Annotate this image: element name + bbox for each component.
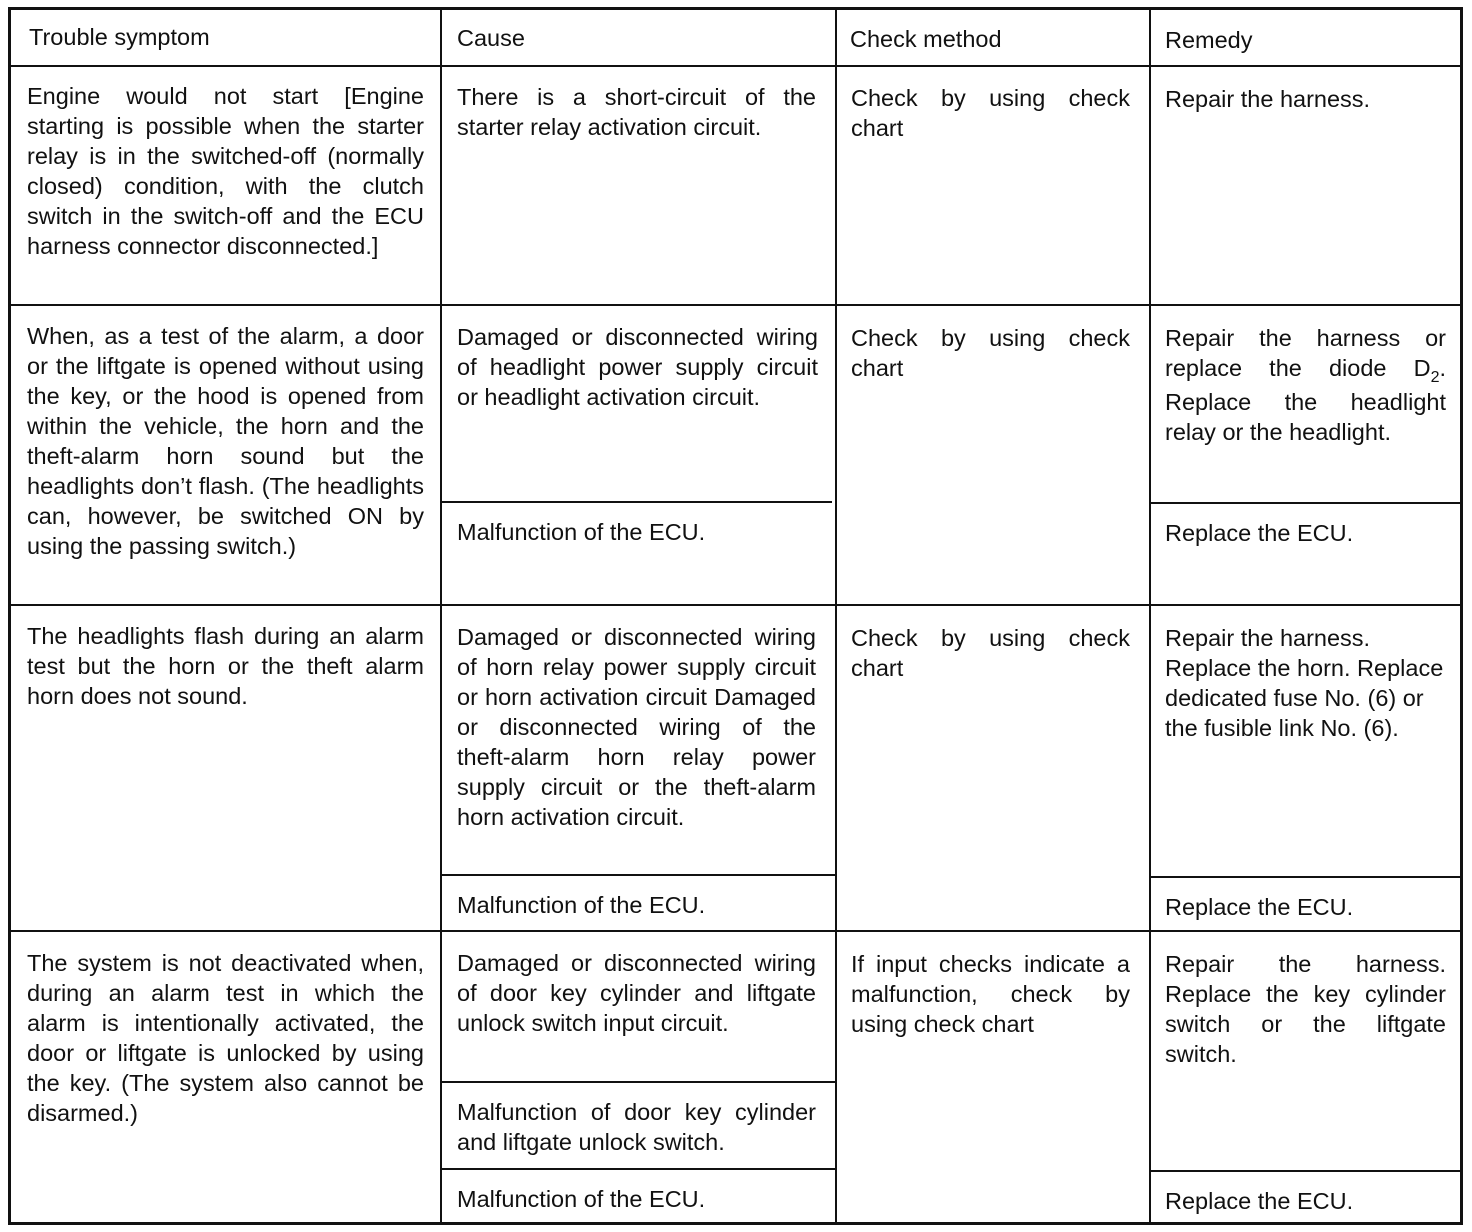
row-4-check-method: If input checks indicate a malfunction, check by using check chart bbox=[851, 951, 1130, 1037]
sub-row-divider bbox=[442, 1168, 835, 1170]
header-trouble-symptom: Trouble symptom bbox=[29, 24, 210, 50]
row-4-cause-1: Damaged or disconnected wiring of door key cylinder and liftgate unlock switch input circuit. bbox=[457, 950, 816, 1036]
sub-row-divider bbox=[1151, 502, 1460, 504]
row-2-cause-1: Damaged or disconnected wiring of headlight power supply circuit or headlight activation circuit. bbox=[457, 324, 818, 410]
row-divider bbox=[11, 65, 1460, 67]
sub-row-divider bbox=[1151, 1170, 1460, 1172]
row-3-symptom: The headlights flash during an alarm test but the horn or the theft alarm horn does not sound. bbox=[27, 623, 424, 709]
row-4-cause-3: Malfunction of the ECU. bbox=[457, 1186, 706, 1212]
row-4-symptom: The system is not deactivated when, during an alarm test in which the alarm is intentionally activated, the door or liftgate is unlocked by using the key. (The system also cannot be disarmed.) bbox=[27, 950, 424, 1126]
troubleshooting-table bbox=[8, 7, 1463, 1225]
sub-row-divider bbox=[442, 501, 832, 503]
row-4-remedy-2: Replace the ECU. bbox=[1165, 1188, 1354, 1214]
row-3-cause-2: Malfunction of the ECU. bbox=[457, 892, 706, 918]
row-1-symptom: Engine would not start [Engine starting is possible when the starter relay is in the switched-off (normally closed) condition, with the clutch switch in the switch-off and the ECU harness connector disconnected.] bbox=[27, 83, 424, 259]
row-1-remedy: Repair the harness. bbox=[1165, 86, 1371, 112]
column-divider bbox=[1149, 10, 1151, 1222]
sub-row-divider bbox=[1151, 876, 1460, 878]
row-2-remedy-2: Replace the ECU. bbox=[1165, 520, 1354, 546]
row-1-check-method: Check by using check chart bbox=[851, 85, 1130, 141]
row-3-cause-1: Damaged or disconnected wiring of horn relay power supply circuit or horn activation circuit Damaged or disconnected wiring of the theft-alarm horn relay power supply circuit or the theft-alarm horn activation circuit. bbox=[457, 624, 816, 830]
row-3-check-method: Check by using check chart bbox=[851, 625, 1130, 681]
row-2-check-method: Check by using check chart bbox=[851, 325, 1130, 381]
row-4-cause-2: Malfunction of door key cylinder and liftgate unlock switch. bbox=[457, 1099, 816, 1155]
header-cause: Cause bbox=[457, 25, 525, 51]
sub-row-divider bbox=[442, 1081, 835, 1083]
sub-row-divider bbox=[442, 874, 835, 876]
column-divider bbox=[440, 10, 442, 1222]
row-3-remedy-2: Replace the ECU. bbox=[1165, 894, 1354, 920]
diode-subscript: 2 bbox=[1430, 369, 1440, 386]
header-remedy: Remedy bbox=[1165, 27, 1253, 53]
row-3-remedy-1: Repair the harness. Replace the horn. Replace dedicated fuse No. (6) or the fusible link No. (6). bbox=[1165, 625, 1444, 741]
row-1-cause: There is a short-circuit of the starter relay activation circuit. bbox=[457, 84, 816, 140]
row-4-remedy-1: Repair the harness. Replace the key cylinder switch or the liftgate switch. bbox=[1165, 951, 1446, 1067]
column-divider bbox=[835, 10, 837, 1222]
row-2-cause-2: Malfunction of the ECU. bbox=[457, 519, 706, 545]
header-check-method: Check method bbox=[850, 26, 1002, 52]
row-2-remedy-1: Repair the harness or replace the diode $D_2$. Replace the headlight relay or the headlight. bbox=[1165, 325, 1446, 445]
row-divider bbox=[11, 604, 1460, 606]
row-divider bbox=[11, 304, 1460, 306]
row-divider bbox=[11, 930, 1460, 932]
row-2-symptom: When, as a test of the alarm, a door or the liftgate is opened without using the key, or the hood is opened from within the vehicle, the horn and the theft-alarm horn sound but the headlights don’t flash. (The headlights can, however, be switched ON by using the passing switch.) bbox=[27, 323, 424, 559]
